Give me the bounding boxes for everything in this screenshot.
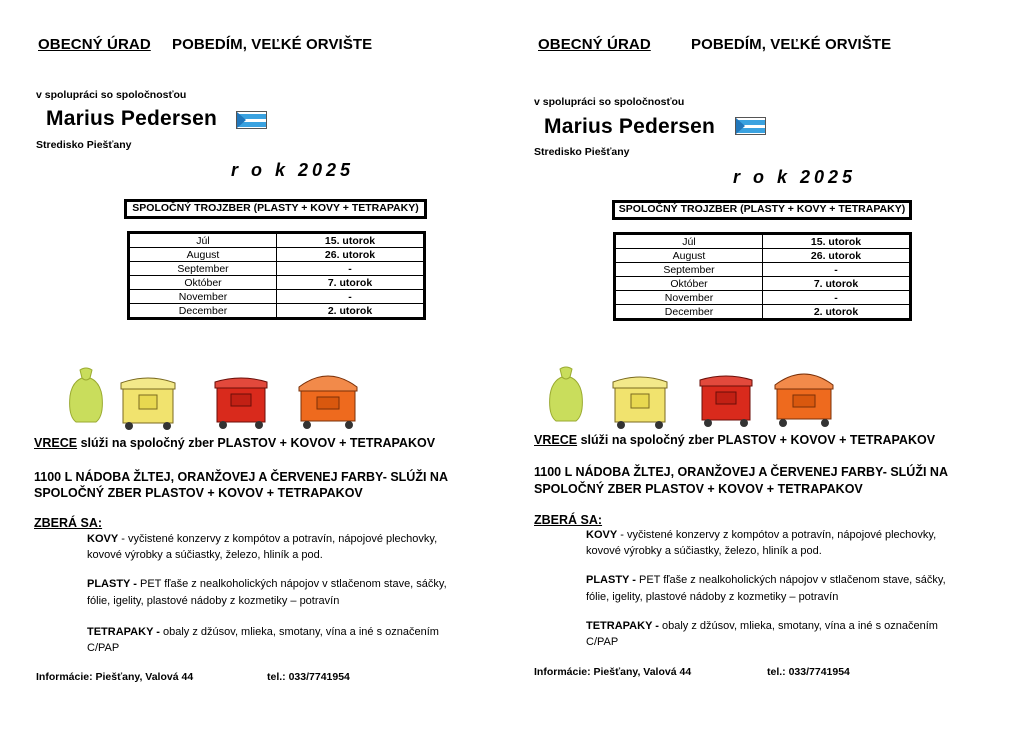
plasty-text-1: PET fľaše z nealkoholických nápojov v stlačenom stave, sáčky, xyxy=(638,574,946,586)
schedule-row xyxy=(129,248,425,262)
plasty-line-1 xyxy=(586,574,946,586)
tetrapaky-line-1 xyxy=(586,620,938,632)
schedule-date: - xyxy=(763,291,911,305)
footer-info: Informácie: Piešťany, Valová 44 xyxy=(36,671,194,683)
bags-text: slúži na spoločný zber PLASTOV + KOVOV + TETRAPAKOV xyxy=(80,436,436,450)
tetrapaky-label: TETRAPAKY - xyxy=(586,620,659,632)
schedule-month: Júl xyxy=(129,233,277,248)
schedule-date: 2. utorok xyxy=(277,304,425,319)
schedule-month: Október xyxy=(129,276,277,290)
kovy-line-2: kovové výrobky a súčiastky, železo, hliník a pod. xyxy=(87,549,323,561)
yellow-bin-icon xyxy=(119,375,177,431)
tetrapaky-text-1: obaly z džúsov, mlieka, smotany, vína a iné s označením xyxy=(163,626,439,638)
schedule-date: 26. utorok xyxy=(277,248,425,262)
container-line-1: 1100 L NÁDOBA ŽLTEJ, ORANŽOVEJ A ČERVENEJ FARBY- SLÚŽI NA xyxy=(34,470,448,484)
schedule-row xyxy=(129,290,425,304)
flyer-right xyxy=(500,7,1000,731)
branch-name: Stredisko Piešťany xyxy=(36,139,132,151)
plasty-line-2: fólie, igelity, plastové nádoby z kozmetiky – potravín xyxy=(586,591,839,603)
schedule-table xyxy=(613,232,912,321)
red-bin-icon xyxy=(213,376,269,430)
plasty-line-1 xyxy=(87,578,447,590)
schedule-row xyxy=(615,263,911,277)
collects-title: ZBERÁ SA: xyxy=(34,516,103,530)
collects-title: ZBERÁ SA: xyxy=(534,513,603,527)
plasty-line-2: fólie, igelity, plastové nádoby z kozmetiky – potravín xyxy=(87,595,340,607)
schedule-row xyxy=(615,277,911,291)
kovy-label: KOVY xyxy=(586,529,618,541)
tetrapaky-line-1 xyxy=(87,626,439,638)
bags-label: VRECE xyxy=(34,436,78,450)
schedule-month: December xyxy=(129,304,277,319)
schedule-row xyxy=(615,249,911,263)
schedule-title-box: SPOLOČNÝ TROJZBER (PLASTY + KOVY + TETRAPAKY) xyxy=(124,199,427,219)
yellow-bag-icon xyxy=(546,365,586,423)
red-bin-icon xyxy=(698,374,754,428)
schedule-month: Júl xyxy=(615,234,763,249)
year-label: r o k 2025 xyxy=(231,160,355,180)
footer-phone: tel.: 033/7741954 xyxy=(767,666,850,678)
schedule-table xyxy=(127,231,426,320)
schedule-date: 15. utorok xyxy=(763,234,911,249)
bags-line xyxy=(534,433,935,447)
schedule-row xyxy=(129,276,425,290)
schedule-month: December xyxy=(615,305,763,320)
tetrapaky-line-2: C/PAP xyxy=(87,642,120,654)
branch-name: Stredisko Piešťany xyxy=(534,146,630,158)
bags-label: VRECE xyxy=(534,433,578,447)
yellow-bin-icon xyxy=(611,374,669,430)
village-names: POBEDÍM, VEĽKÉ ORVIŠTE xyxy=(172,36,373,53)
yellow-bag-icon xyxy=(66,366,106,424)
schedule-row xyxy=(615,291,911,305)
plasty-label: PLASTY - xyxy=(87,578,137,590)
kovy-text-1: - vyčistené konzervy z kompótov a potravín, nápojové plechovky, xyxy=(620,529,937,541)
office-title: OBECNÝ ÚRAD xyxy=(38,36,151,53)
schedule-row xyxy=(129,233,425,248)
company-name: Marius Pedersen xyxy=(46,107,218,130)
kovy-line-1 xyxy=(586,529,936,541)
schedule-title-box: SPOLOČNÝ TROJZBER (PLASTY + KOVY + TETRAPAKY) xyxy=(612,200,912,220)
schedule-month: September xyxy=(129,262,277,276)
tetrapaky-line-2: C/PAP xyxy=(586,636,619,648)
orange-bin-icon xyxy=(297,371,359,431)
schedule-month: August xyxy=(615,249,763,263)
schedule-month: September xyxy=(615,263,763,277)
year-label: r o k 2025 xyxy=(733,167,857,187)
schedule-row xyxy=(129,262,425,276)
tetrapaky-text-1: obaly z džúsov, mlieka, smotany, vína a iné s označením xyxy=(662,620,938,632)
tetrapaky-label: TETRAPAKY - xyxy=(87,626,160,638)
schedule-date: 7. utorok xyxy=(277,276,425,290)
bags-line xyxy=(34,436,435,450)
schedule-month: August xyxy=(129,248,277,262)
schedule-row xyxy=(615,305,911,320)
schedule-row xyxy=(615,234,911,249)
kovy-line-1 xyxy=(87,533,437,545)
schedule-date: - xyxy=(277,290,425,304)
company-logo-icon xyxy=(735,117,766,135)
company-logo-icon xyxy=(236,111,267,129)
container-line-2: SPOLOČNÝ ZBER PLASTOV + KOVOV + TETRAPAKOV xyxy=(34,486,363,500)
schedule-date: - xyxy=(277,262,425,276)
partner-intro: v spolupráci so spoločnosťou xyxy=(534,96,685,108)
company-name: Marius Pedersen xyxy=(544,115,716,138)
schedule-month: November xyxy=(129,290,277,304)
plasty-text-1: PET fľaše z nealkoholických nápojov v stlačenom stave, sáčky, xyxy=(139,578,447,590)
kovy-line-2: kovové výrobky a súčiastky, železo, hliník a pod. xyxy=(586,545,822,557)
schedule-row xyxy=(129,304,425,319)
schedule-date: 26. utorok xyxy=(763,249,911,263)
kovy-text-1: - vyčistené konzervy z kompótov a potravín, nápojové plechovky, xyxy=(121,533,438,545)
flyer-left xyxy=(0,0,500,724)
schedule-date: 2. utorok xyxy=(763,305,911,320)
schedule-date: 7. utorok xyxy=(763,277,911,291)
office-title: OBECNÝ ÚRAD xyxy=(538,36,651,53)
footer-info: Informácie: Piešťany, Valová 44 xyxy=(534,666,692,678)
orange-bin-icon xyxy=(773,369,835,429)
footer-phone: tel.: 033/7741954 xyxy=(267,671,350,683)
kovy-label: KOVY xyxy=(87,533,119,545)
village-names: POBEDÍM, VEĽKÉ ORVIŠTE xyxy=(691,36,892,53)
plasty-label: PLASTY - xyxy=(586,574,636,586)
bags-text: slúži na spoločný zber PLASTOV + KOVOV + TETRAPAKOV xyxy=(580,433,936,447)
schedule-month: Október xyxy=(615,277,763,291)
container-line-2: SPOLOČNÝ ZBER PLASTOV + KOVOV + TETRAPAKOV xyxy=(534,482,863,496)
schedule-date: 15. utorok xyxy=(277,233,425,248)
schedule-month: November xyxy=(615,291,763,305)
container-line-1: 1100 L NÁDOBA ŽLTEJ, ORANŽOVEJ A ČERVENEJ FARBY- SLÚŽI NA xyxy=(534,465,948,479)
partner-intro: v spolupráci so spoločnosťou xyxy=(36,89,187,101)
schedule-date: - xyxy=(763,263,911,277)
